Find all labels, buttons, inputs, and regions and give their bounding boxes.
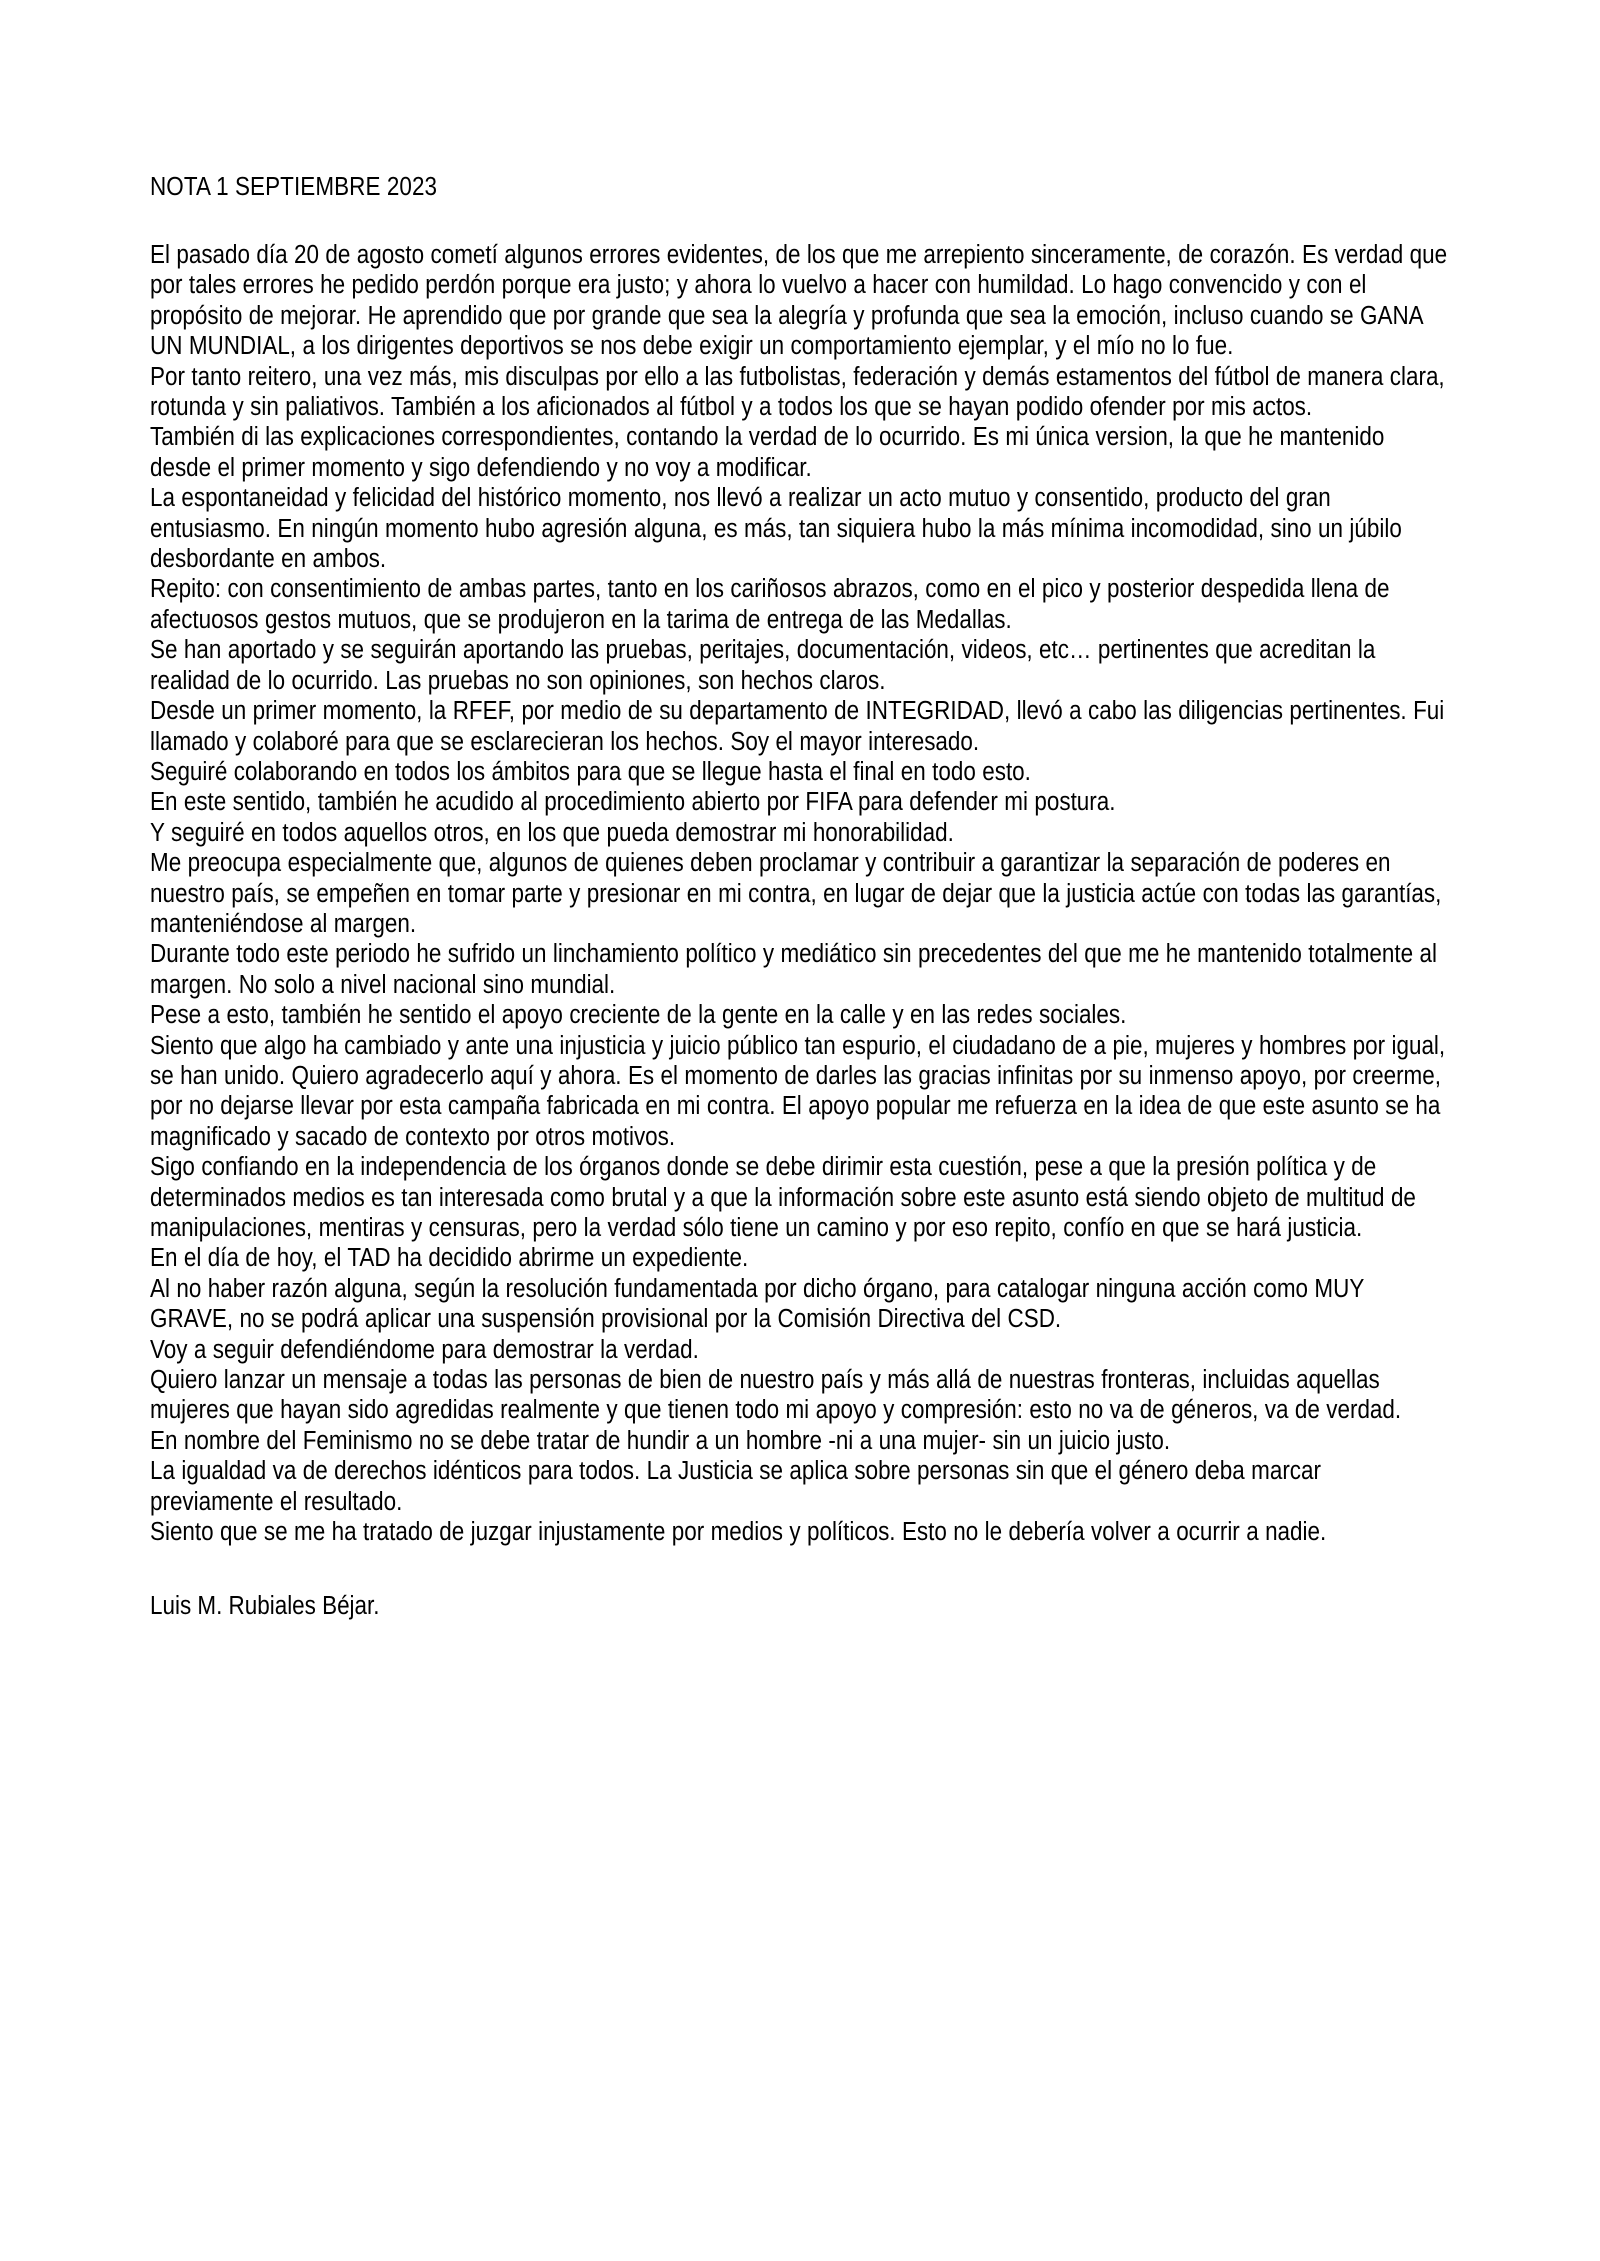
paragraph: La igualdad va de derechos idénticos para todos. La Justicia se aplica sobre personas sin que el género deba marcar previamente el resultado.: [150, 1457, 1321, 1516]
title-body-spacer: [150, 204, 1450, 240]
paragraph: En nombre del Feminismo no se debe tratar de hundir a un hombre -ni a una mujer- sin un juicio justo.: [150, 1426, 1171, 1455]
paragraph: Me preocupa especialmente que, algunos de quienes deben proclamar y contribuir a garantizar la separación de poderes en nuestro país, se empeñen en tomar parte y presionar en mi contra, en lugar de dejar que la justicia actúe con todas las garantías, manteniéndose al margen.: [150, 849, 1442, 938]
paragraph: En el día de hoy, el TAD ha decidido abrirme un expediente.: [150, 1244, 749, 1273]
paragraph: Repito: con consentimiento de ambas partes, tanto en los cariñosos abrazos, como en el pico y posterior despedida llena de afectuosos gestos mutuos, que se produjeron en la tarima de entrega de las Medallas.: [150, 575, 1390, 634]
paragraph: Y seguiré en todos aquellos otros, en los que pueda demostrar mi honorabilidad.: [150, 818, 954, 847]
signature-line: Luis M. Rubiales Béjar.: [150, 1592, 380, 1621]
paragraph: Seguiré colaborando en todos los ámbitos para que se llegue hasta el final en todo esto.: [150, 757, 1031, 786]
paragraph: Siento que se me ha tratado de juzgar injustamente por medios y políticos. Esto no le debería volver a ocurrir a nadie.: [150, 1518, 1327, 1547]
paragraph: Se han aportado y se seguirán aportando las pruebas, peritajes, documentación, videos, etc… pertinentes que acreditan la realidad de lo ocurrido. Las pruebas no son opiniones, son hechos claros.: [150, 636, 1376, 695]
paragraph-list: [150, 240, 1450, 1547]
document-body: [150, 170, 1450, 1622]
paragraph: También di las explicaciones correspondientes, contando la verdad de lo ocurrido. Es mi única version, la que he mantenido desde el primer momento y sigo defendiendo y no voy a modificar.: [150, 423, 1385, 482]
paragraph: Sigo confiando en la independencia de los órganos donde se debe dirimir esta cuestión, pese a que la presión política y de determinados medios es tan interesada como brutal y a que la información sobre este asunto está siendo objeto de multitud de manipulaciones, mentiras y censuras, pero la verdad sólo tiene un camino y por eso repito, confío en que se hará justicia.: [150, 1153, 1416, 1242]
paragraph: Siento que algo ha cambiado y ante una injusticia y juicio público tan espurio, el ciudadano de a pie, mujeres y hombres por igual, se han unido. Quiero agradecerlo aquí y ahora. Es el momento de darles las gracias infinitas por su inmenso apoyo, por creerme, por no dejarse llevar por esta campaña fabricada en mi contra. El apoyo popular me refuerza en la idea de que este asunto se ha magnificado y sacado de contexto por otros motivos.: [150, 1031, 1446, 1151]
paragraph: Por tanto reitero, una vez más, mis disculpas por ello a las futbolistas, federación y demás estamentos del fútbol de manera clara, rotunda y sin paliativos. También a los aficionados al fútbol y a todos los que se hayan podido ofender por mis actos.: [150, 362, 1445, 422]
body-signature-spacer: [150, 1547, 1450, 1591]
paragraph: La espontaneidad y felicidad del histórico momento, nos llevó a realizar un acto mutuo y consentido, producto del gran entusiasmo. En ningún momento hubo agresión alguna, es más, tan siquiera hubo la más mínima incomodidad, sino un júbilo desbordante en ambos.: [150, 484, 1402, 574]
paragraph: En este sentido, también he acudido al procedimiento abierto por FIFA para defender mi postura.: [150, 788, 1116, 817]
paragraph: Voy a seguir defendiéndome para demostrar la verdad.: [150, 1335, 699, 1364]
paragraph: Pese a esto, también he sentido el apoyo creciente de la gente en la calle y en las redes sociales.: [150, 1001, 1127, 1030]
paragraph: Al no haber razón alguna, según la resolución fundamentada por dicho órgano, para catalogar ninguna acción como MUY GRAVE, no se podrá aplicar una suspensión provisional por la Comisión Directiva del CSD.: [150, 1274, 1364, 1334]
paragraph: Desde un primer momento, la RFEF, por medio de su departamento de INTEGRIDAD, llevó a cabo las diligencias pertinentes. Fui llamado y colaboré para que se esclarecieran los hechos. Soy el mayor interesado.: [150, 697, 1445, 756]
document-title: NOTA 1 SEPTIEMBRE 2023: [150, 173, 438, 201]
paragraph: Quiero lanzar un mensaje a todas las personas de bien de nuestro país y más allá de nuestras fronteras, incluidas aquellas mujeres que hayan sido agredidas realmente y que tienen todo mi apoyo y compresión: esto no va de géneros, va de verdad.: [150, 1366, 1402, 1425]
paragraph: Durante todo este periodo he sufrido un linchamiento político y mediático sin precedentes del que me he mantenido totalmente al margen. No solo a nivel nacional sino mundial.: [150, 940, 1437, 999]
paragraph: El pasado día 20 de agosto cometí algunos errores evidentes, de los que me arrepiento sinceramente, de corazón. Es verdad que por tales errores he pedido perdón porque era justo; y ahora lo vuelvo a hacer con humildad. Lo hago convencido y con el propósito de mejorar. He aprendido que por grande que sea la alegría y profunda que sea la emoción, incluso cuando se GANA UN MUNDIAL, a los dirigentes deportivos se nos debe exigir un comportamiento ejemplar, y el mío no lo fue.: [150, 241, 1448, 361]
